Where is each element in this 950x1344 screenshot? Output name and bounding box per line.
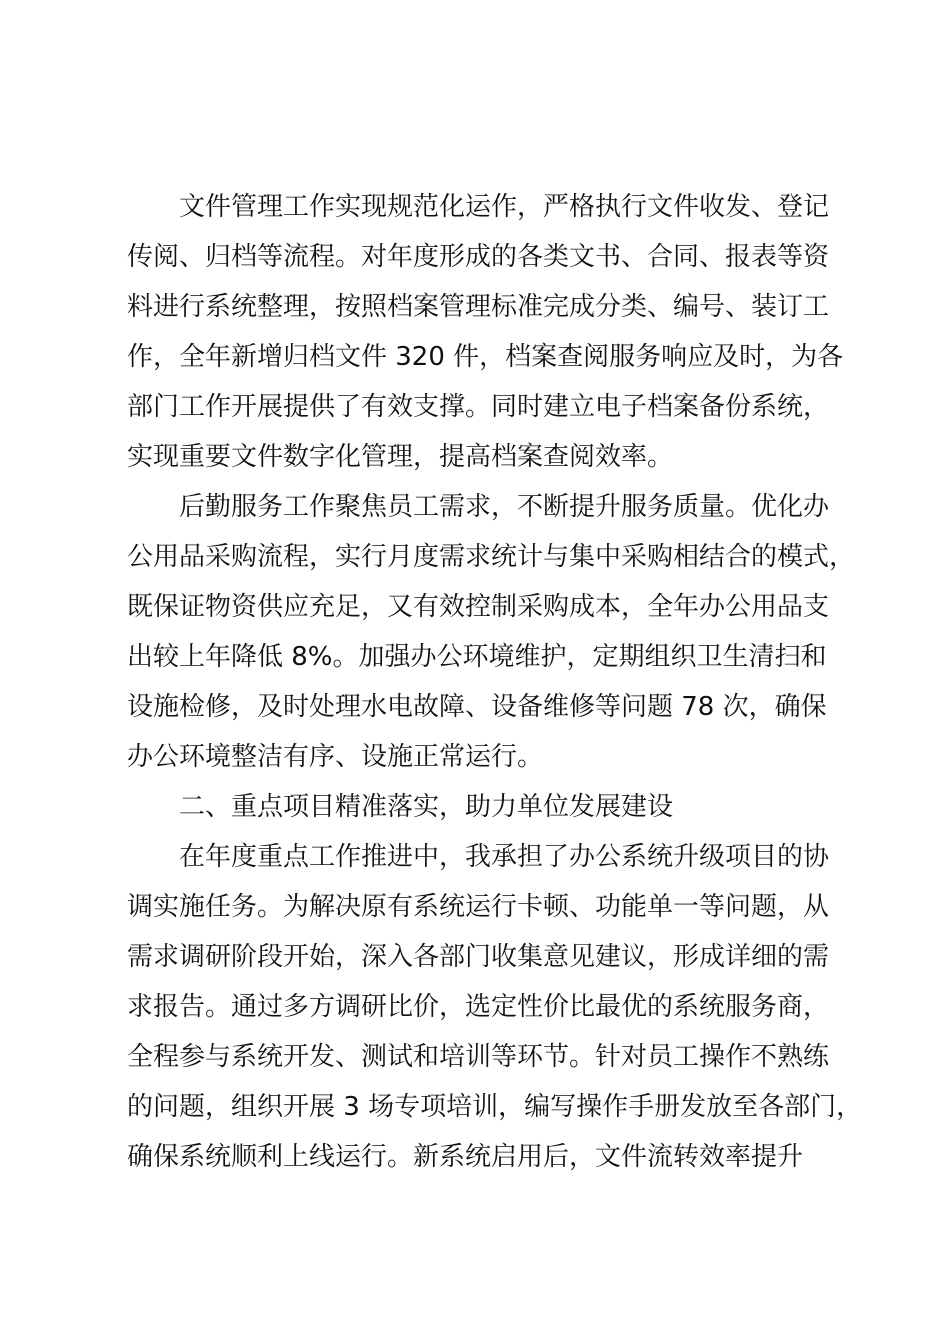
text-line: 公用品采购流程，实行月度需求统计与集中采购相结合的模式， [127,542,856,572]
text-line: 既保证物资供应充足，又有效控制采购成本，全年办公用品支 [127,592,830,622]
paragraph-file-management [127,182,844,482]
text-line: 全程参与系统开发、测试和培训等环节。针对员工操作不熟练 [127,1042,830,1072]
text-line: 作，全年新增归档文件 320 件，档案查阅服务响应及时，为各 [127,342,844,372]
text-line: 的问题，组织开展 3 场专项培训，编写操作手册发放至各部门， [127,1092,863,1122]
text-line: 确保系统顺利上线运行。新系统启用后，文件流转效率提升 [127,1142,804,1172]
text-line: 求报告。通过多方调研比价，选定性价比最优的系统服务商， [127,992,830,1022]
text-line: 料进行系统整理，按照档案管理标准完成分类、编号、装订工 [127,292,830,322]
section-heading-text: 二、重点项目精准落实，助力单位发展建设 [179,792,674,822]
text-line: 后勤服务工作聚焦员工需求，不断提升服务质量。优化办 [179,492,830,522]
section-heading [127,782,833,832]
text-line: 设施检修，及时处理水电故障、设备维修等问题 78 次，确保 [127,692,827,722]
paragraph-logistics-service [127,482,856,782]
document-body [127,182,863,1182]
text-line: 实现重要文件数字化管理，提高档案查阅效率。 [127,442,674,472]
text-line: 出较上年降低 8%。加强办公环境维护，定期组织卫生清扫和 [127,642,827,672]
text-line: 调实施任务。为解决原有系统运行卡顿、功能单一等问题，从 [127,892,830,922]
text-line: 文件管理工作实现规范化运作，严格执行文件收发、登记 [179,192,830,222]
text-line: 在年度重点工作推进中，我承担了办公系统升级项目的协 [179,842,830,872]
text-line: 部门工作开展提供了有效支撑。同时建立电子档案备份系统， [127,392,830,422]
paragraph-system-upgrade [127,832,863,1182]
text-line: 需求调研阶段开始，深入各部门收集意见建议，形成详细的需 [127,942,830,972]
text-line: 办公环境整洁有序、设施正常运行。 [127,742,544,772]
text-line: 传阅、归档等流程。对年度形成的各类文书、合同、报表等资 [127,242,830,272]
